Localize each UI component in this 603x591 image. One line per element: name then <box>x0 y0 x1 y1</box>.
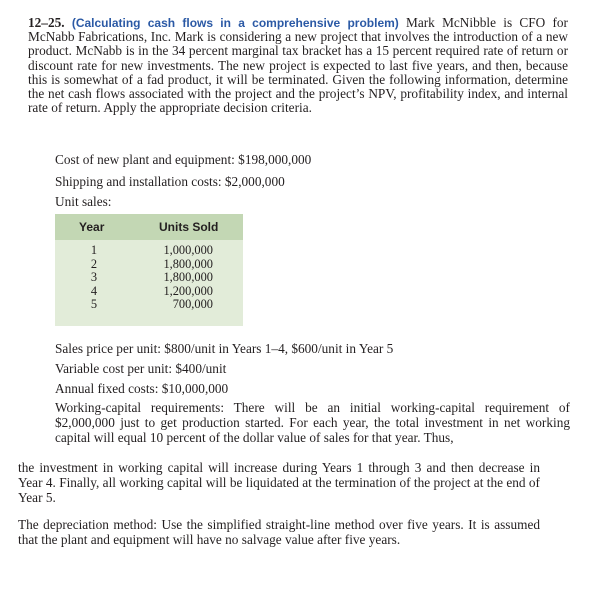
problem-body: Mark McNibble is CFO for McNabb Fabrications, Inc. Mark is considering a new project that involves the introduction of a new product. McNabb is in the 34 percent marginal tax bracket has a 15 percent required rate of return or discount rate for new investments. The new project is expected to last five years, and then, because this is somewhat of a fad product, it will be terminated. Given the following information, determine the net cash flows associated with the project and the project’s NPV, profitability index, and internal rate of return. Apply the appropriate decision criteria. <box>28 15 568 116</box>
cell-year: 4 <box>90 283 98 298</box>
table-row <box>55 285 243 299</box>
fixed-costs: Annual fixed costs: $10,000,000 <box>55 381 229 396</box>
sales-price: Sales price per unit: $800/unit in Years 1–4, $600/unit in Year 5 <box>55 341 394 356</box>
shipping-cost: Shipping and installation costs: $2,000,000 <box>55 174 285 189</box>
plant-cost: Cost of new plant and equipment: $198,000,000 <box>55 152 312 167</box>
cell-units: 1,800,000 <box>163 256 213 271</box>
problem-title: (Calculating cash flows in a comprehensive problem) <box>71 16 399 30</box>
working-capital-continued: the investment in working capital will increase during Years 1 through 3 and then decrease in Year 4. Finally, all working capital will be liquidated at the termination of the project at the end of Year 5. <box>18 460 540 505</box>
cell-units: 1,800,000 <box>163 270 213 285</box>
problem-statement <box>28 16 568 115</box>
table-row <box>55 244 243 258</box>
table-body <box>55 244 243 312</box>
cell-year: 1 <box>90 243 98 257</box>
cell-year: 2 <box>90 256 98 271</box>
variable-cost: Variable cost per unit: $400/unit <box>55 361 227 376</box>
table-row <box>55 298 243 312</box>
cell-year: 3 <box>90 270 98 285</box>
table-row <box>55 271 243 285</box>
cell-units: 1,000,000 <box>163 243 213 257</box>
cell-year: 5 <box>90 297 98 312</box>
cell-units: 1,200,000 <box>163 283 213 298</box>
table-header <box>55 214 243 240</box>
unit-sales-table <box>55 214 243 326</box>
header-year: Year <box>79 220 105 234</box>
working-capital-paragraph: Working-capital requirements: There will be an initial working-capital requirement of $2,000,000 just to get production started. For each year, the total investment in net working capital will equal 10 percent of the dollar value of sales for that year. Thus, <box>55 400 570 445</box>
table-row <box>55 258 243 272</box>
problem-number: 12–25. <box>28 15 65 30</box>
cell-units: 700,000 <box>172 297 213 312</box>
header-units-sold: Units Sold <box>159 220 219 234</box>
depreciation-paragraph: The depreciation method: Use the simplified straight-line method over five years. It is assumed that the plant and equipment will have no salvage value after five years. <box>18 517 540 547</box>
unit-sales-label: Unit sales: <box>55 194 112 209</box>
